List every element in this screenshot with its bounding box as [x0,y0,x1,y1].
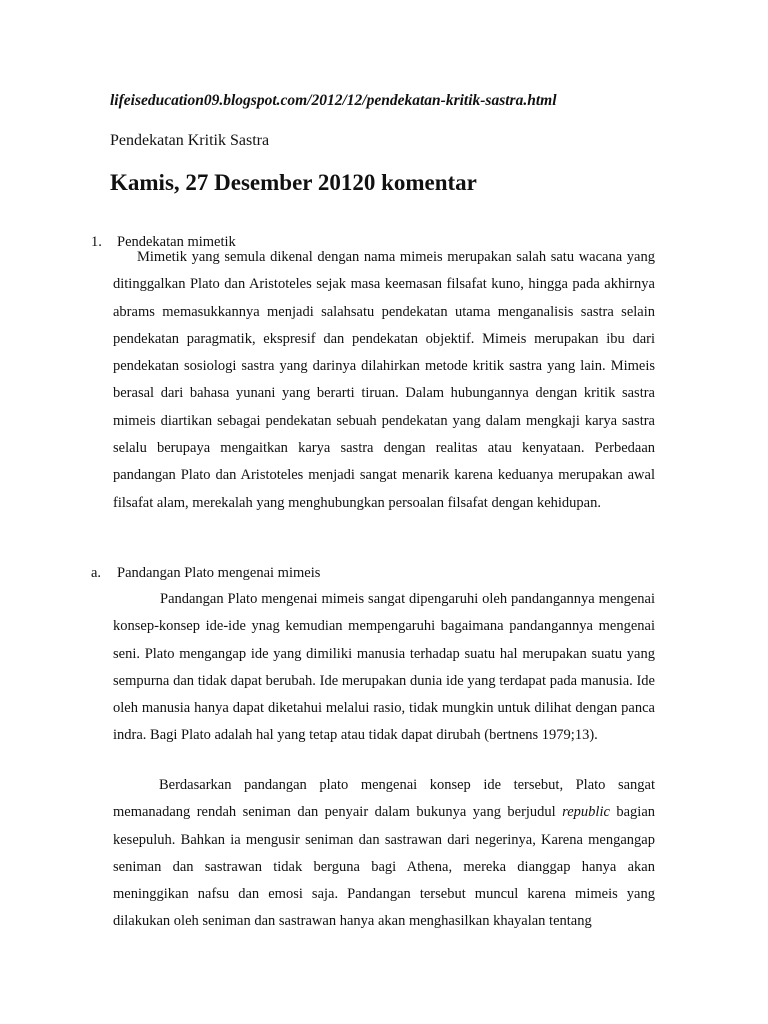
document-subtitle: Pendekatan Kritik Sastra [110,132,270,149]
book-title-republic: republic [562,804,610,821]
document-headline: Kamis, 27 Desember 20120 komentar [110,170,477,195]
paragraph-2-text-start: Berdasarkan pandangan plato mengenai konsep ide tersebut, Plato sangat memanadang rendah seniman dan penyair dalam bukunya yang berjudul [113,777,655,821]
section-a-paragraph-2 [113,772,655,936]
section-1-title: Pendekatan mimetik [117,234,236,250]
source-url: lifeiseducation09.blogspot.com/2012/12/pendekatan-kritik-sastra.html [110,92,557,109]
section-a-label: a. [91,565,102,581]
section-a-paragraph-1: Pandangan Plato mengenai mimeis sangat dipengaruhi oleh pandangannya mengenai konsep-konsep ide-ide ynag kemudian mempengaruhi bagaimana pandangannya mengenai seni. Plato mengangap ide yang dimiliki manusia terhadap suatu hal merupakan suatu yang sempurna dan tidak dapat berubah. Ide merupakan dunia ide yang terdapat pada manusia. Ide oleh manusia hanya dapat diketahui melalui rasio, tidak mungkin untuk dilihat dengan panca indra. Bagi Plato adalah hal yang tetap atau tidak dapat dirubah (bertnens 1979;13). [113,591,655,744]
section-a-title: Pandangan Plato mengenai mimeis [117,565,321,581]
section-1-number: 1. [91,234,102,250]
section-1-body: Mimetik yang semula dikenal dengan nama mimeis merupakan salah satu wacana yang ditinggalkan Plato dan Aristoteles sejak masa keemasan filsafat kuno, hingga pada akhirnya abrams memasukkannya menjadi salahsatu pendekatan utama menganalisis sastra selain pendekatan paragmatik, ekspresif dan pendekatan objektif. Mimeis merupakan ibu dari pendekatan sosiologi sastra yang darinya dilahirkan metode kritik sastra yang lain. Mimeis berasal dari bahasa yunani yang berarti tiruan. Dalam hubungannya dengan kritik sastra mimeis diartikan sebagai pendekatan sebuah pendekatan yang dalam mengkaji karya sastra selalu berupaya mengaitkan karya sastra dengan realitas atau kenyataan. Perbedaan pandangan Plato dan Aristoteles menjadi sangat menarik karena keduanya merupakan awal filsafat alam, merekalah yang menghubungkan persoalan filsafat dengan kehidupan. [113,249,655,511]
paragraph-2-text-end: bagian kesepuluh. Bahkan ia mengusir seniman dan sastrawan dari negerinya, Karena mengangap seniman dan sastrawan tidak berguna bagi Athena, mereka dianggap hanya akan meninggikan nafsu dan emosi saja. Pandangan tersebut muncul karena mimeis yang dilakukan oleh seniman dan sastrawan hanya akan menghasilkan khayalan tentang [113,804,656,930]
